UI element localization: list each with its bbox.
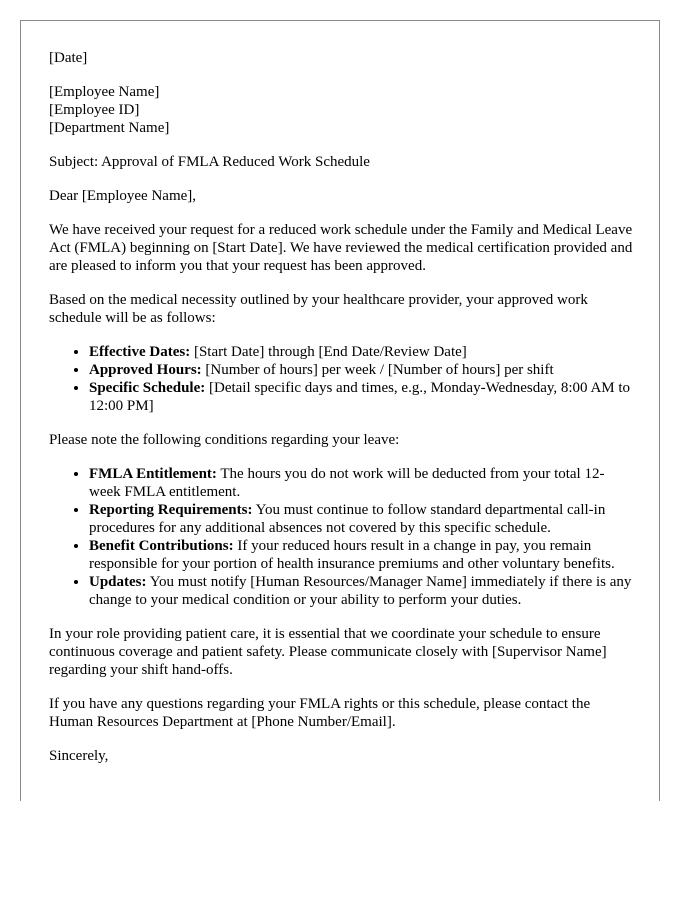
paragraph-schedule-intro: Based on the medical necessity outlined by your healthcare provider, your approved work schedule will be as follows: [49,292,588,326]
condition-item-updates [89,573,634,609]
schedule-item-label: Approved Hours: [89,362,202,378]
letter-salutation: Dear [Employee Name], [49,188,197,204]
schedule-item-text: [Start Date] through [End Date/Review Date] [190,344,467,360]
recipient-name: [Employee Name] [49,84,160,100]
schedule-list [49,343,634,415]
paragraph-patient-care: In your role providing patient care, it is essential that we coordinate your schedule to ensure continuous coverage and patient safety. Please communicate closely with [Supervisor Name] regarding your shift hand-offs. [49,626,607,678]
letter-body [49,49,634,781]
condition-item-text: If your reduced hours result in a change in pay, you remain responsible for your portion of health insurance premiums and other voluntary benefits. [89,538,615,572]
condition-item-text: You must continue to follow standard departmental call-in procedures for any additional absences not covered by this specific schedule. [89,502,606,536]
schedule-item-specific-schedule [89,379,634,415]
schedule-item-text: [Number of hours] per week / [Number of hours] per shift [201,362,554,378]
schedule-item-label: Specific Schedule: [89,380,206,396]
schedule-item-label: Effective Dates: [89,344,191,360]
letter-closing: Sincerely, [49,748,109,764]
condition-item-label: Updates: [89,574,147,590]
condition-item-label: Reporting Requirements: [89,502,253,518]
condition-item-label: Benefit Contributions: [89,538,234,554]
paragraph-request-approved: We have received your request for a reduced work schedule under the Family and Medical Leave Act (FMLA) beginning on [Start Date]. We have reviewed the medical certification provided and are pleased to inform you that your request has been approved. [49,222,633,274]
condition-item-label: FMLA Entitlement: [89,466,217,482]
letter-subject: Subject: Approval of FMLA Reduced Work Schedule [49,154,370,170]
condition-item-fmla-entitlement [89,465,634,501]
conditions-list [49,465,634,609]
letter-page [20,20,660,801]
recipient-block [49,83,634,137]
condition-item-reporting-requirements [89,501,634,537]
schedule-item-approved-hours [89,361,634,379]
schedule-item-effective-dates [89,343,634,361]
letter-date: [Date] [49,50,88,66]
condition-item-text: You must notify [Human Resources/Manager Name] immediately if there is any change to your medical condition or your ability to perform your duties. [89,574,632,608]
schedule-item-text: [Detail specific days and times, e.g., Monday-Wednesday, 8:00 AM to 12:00 PM] [89,380,631,414]
paragraph-questions: If you have any questions regarding your FMLA rights or this schedule, please contact the Human Resources Department at [Phone Number/Email]. [49,696,591,730]
recipient-id: [Employee ID] [49,102,140,118]
recipient-department: [Department Name] [49,120,170,136]
paragraph-conditions-intro: Please note the following conditions regarding your leave: [49,432,400,448]
condition-item-benefit-contributions [89,537,634,573]
condition-item-text: The hours you do not work will be deducted from your total 12-week FMLA entitlement. [89,466,605,500]
